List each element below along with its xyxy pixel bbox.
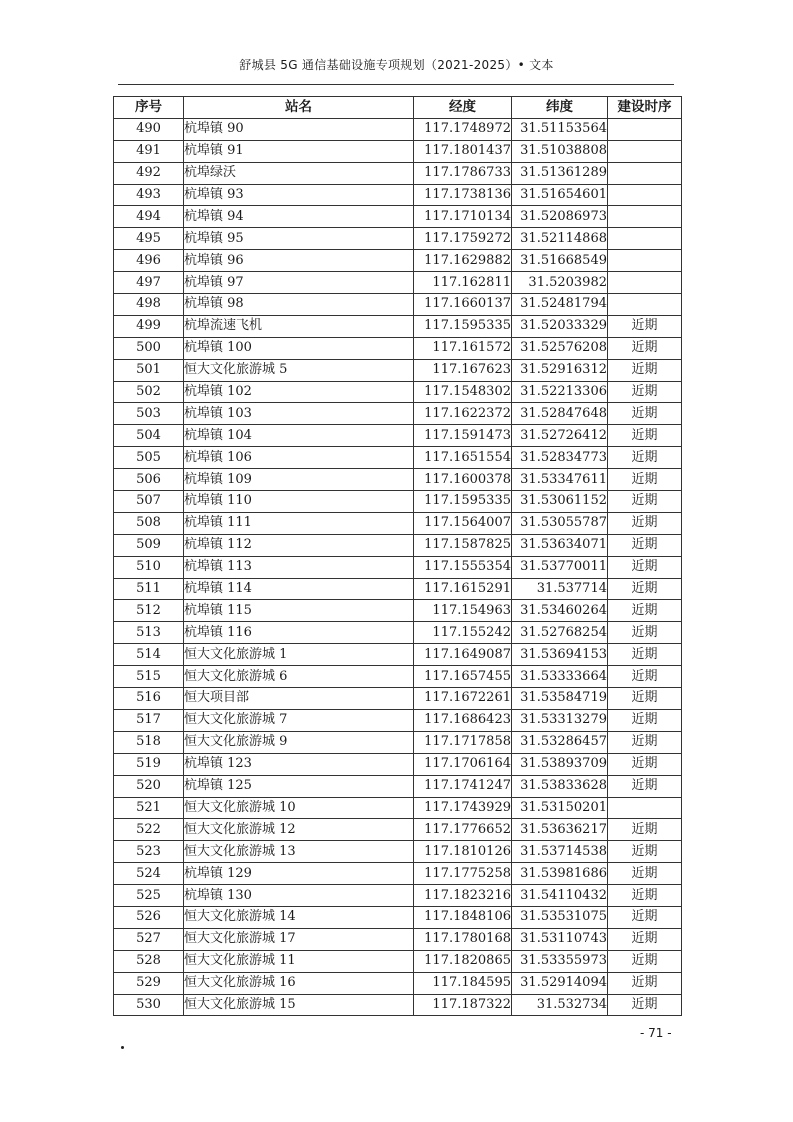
table-row bbox=[114, 337, 682, 359]
table-row bbox=[114, 885, 682, 907]
cell-site-name: 恒大文化旅游城 14 bbox=[184, 906, 414, 928]
table-row bbox=[114, 315, 682, 337]
cell-build-phase: 近期 bbox=[608, 512, 682, 534]
table-row bbox=[114, 622, 682, 644]
cell-number: 491 bbox=[114, 140, 184, 162]
cell-site-name: 杭埠镇 129 bbox=[184, 863, 414, 885]
cell-latitude: 31.53333664 bbox=[512, 666, 608, 688]
cell-build-phase bbox=[608, 294, 682, 316]
cell-build-phase bbox=[608, 118, 682, 140]
table-row bbox=[114, 688, 682, 710]
table-row bbox=[114, 140, 682, 162]
cell-number: 512 bbox=[114, 600, 184, 622]
cell-build-phase: 近期 bbox=[608, 709, 682, 731]
cell-number: 514 bbox=[114, 644, 184, 666]
table-row bbox=[114, 447, 682, 469]
cell-site-name: 恒大文化旅游城 17 bbox=[184, 928, 414, 950]
cell-latitude: 31.52916312 bbox=[512, 359, 608, 381]
cell-latitude: 31.53981686 bbox=[512, 863, 608, 885]
cell-latitude: 31.53347611 bbox=[512, 469, 608, 491]
table-row bbox=[114, 206, 682, 228]
table-row bbox=[114, 950, 682, 972]
cell-number: 528 bbox=[114, 950, 184, 972]
cell-site-name: 杭埠镇 98 bbox=[184, 294, 414, 316]
cell-number: 508 bbox=[114, 512, 184, 534]
cell-build-phase: 近期 bbox=[608, 425, 682, 447]
cell-latitude: 31.53636217 bbox=[512, 819, 608, 841]
cell-number: 505 bbox=[114, 447, 184, 469]
cell-build-phase: 近期 bbox=[608, 972, 682, 994]
cell-build-phase: 近期 bbox=[608, 885, 682, 907]
cell-build-phase: 近期 bbox=[608, 556, 682, 578]
table-row bbox=[114, 184, 682, 206]
cell-site-name: 杭埠镇 97 bbox=[184, 272, 414, 294]
cell-number: 527 bbox=[114, 928, 184, 950]
cell-number: 499 bbox=[114, 315, 184, 337]
table-row bbox=[114, 797, 682, 819]
cell-longitude: 117.1595335 bbox=[414, 491, 512, 513]
cell-site-name: 恒大文化旅游城 6 bbox=[184, 666, 414, 688]
cell-build-phase: 近期 bbox=[608, 359, 682, 381]
cell-latitude: 31.53833628 bbox=[512, 775, 608, 797]
cell-build-phase: 近期 bbox=[608, 666, 682, 688]
cell-build-phase: 近期 bbox=[608, 622, 682, 644]
cell-number: 496 bbox=[114, 250, 184, 272]
cell-longitude: 117.1672261 bbox=[414, 688, 512, 710]
cell-longitude: 117.1706164 bbox=[414, 753, 512, 775]
cell-number: 498 bbox=[114, 294, 184, 316]
cell-number: 519 bbox=[114, 753, 184, 775]
table-row bbox=[114, 491, 682, 513]
cell-build-phase: 近期 bbox=[608, 819, 682, 841]
cell-longitude: 117.1595335 bbox=[414, 315, 512, 337]
cell-longitude: 117.1600378 bbox=[414, 469, 512, 491]
cell-site-name: 恒大文化旅游城 1 bbox=[184, 644, 414, 666]
cell-number: 516 bbox=[114, 688, 184, 710]
cell-build-phase: 近期 bbox=[608, 731, 682, 753]
cell-latitude: 31.51654601 bbox=[512, 184, 608, 206]
cell-build-phase bbox=[608, 272, 682, 294]
cell-longitude: 117.1657455 bbox=[414, 666, 512, 688]
cell-site-name: 杭埠镇 110 bbox=[184, 491, 414, 513]
cell-latitude: 31.537714 bbox=[512, 578, 608, 600]
cell-number: 507 bbox=[114, 491, 184, 513]
cell-build-phase: 近期 bbox=[608, 688, 682, 710]
column-header-site-name: 站名 bbox=[184, 97, 414, 119]
cell-latitude: 31.53770011 bbox=[512, 556, 608, 578]
cell-site-name: 杭埠绿沃 bbox=[184, 162, 414, 184]
cell-latitude: 31.53634071 bbox=[512, 534, 608, 556]
cell-latitude: 31.52576208 bbox=[512, 337, 608, 359]
cell-site-name: 杭埠镇 115 bbox=[184, 600, 414, 622]
cell-longitude: 117.1564007 bbox=[414, 512, 512, 534]
cell-site-name: 杭埠镇 130 bbox=[184, 885, 414, 907]
cell-longitude: 117.1776652 bbox=[414, 819, 512, 841]
cell-latitude: 31.52914094 bbox=[512, 972, 608, 994]
cell-latitude: 31.53286457 bbox=[512, 731, 608, 753]
cell-number: 503 bbox=[114, 403, 184, 425]
cell-longitude: 117.1848106 bbox=[414, 906, 512, 928]
cell-site-name: 杭埠镇 116 bbox=[184, 622, 414, 644]
table-row bbox=[114, 841, 682, 863]
cell-site-name: 恒大文化旅游城 11 bbox=[184, 950, 414, 972]
cell-longitude: 117.1823216 bbox=[414, 885, 512, 907]
document-header-title: 舒城县 5G 通信基础设施专项规划（2021-2025）• 文本 bbox=[239, 58, 554, 72]
table-row bbox=[114, 228, 682, 250]
table-row bbox=[114, 775, 682, 797]
cell-latitude: 31.53460264 bbox=[512, 600, 608, 622]
cell-longitude: 117.1660137 bbox=[414, 294, 512, 316]
cell-number: 490 bbox=[114, 118, 184, 140]
cell-number: 522 bbox=[114, 819, 184, 841]
table-row bbox=[114, 250, 682, 272]
table-row bbox=[114, 709, 682, 731]
cell-longitude: 117.167623 bbox=[414, 359, 512, 381]
cell-latitude: 31.54110432 bbox=[512, 885, 608, 907]
cell-number: 509 bbox=[114, 534, 184, 556]
cell-latitude: 31.51153564 bbox=[512, 118, 608, 140]
table-row bbox=[114, 600, 682, 622]
cell-latitude: 31.51668549 bbox=[512, 250, 608, 272]
cell-number: 524 bbox=[114, 863, 184, 885]
cell-build-phase: 近期 bbox=[608, 994, 682, 1016]
cell-build-phase: 近期 bbox=[608, 600, 682, 622]
table-row bbox=[114, 644, 682, 666]
cell-longitude: 117.1622372 bbox=[414, 403, 512, 425]
table-row bbox=[114, 162, 682, 184]
cell-latitude: 31.532734 bbox=[512, 994, 608, 1016]
cell-latitude: 31.5203982 bbox=[512, 272, 608, 294]
cell-build-phase bbox=[608, 206, 682, 228]
cell-build-phase: 近期 bbox=[608, 447, 682, 469]
cell-number: 495 bbox=[114, 228, 184, 250]
cell-latitude: 31.53061152 bbox=[512, 491, 608, 513]
cell-latitude: 31.52481794 bbox=[512, 294, 608, 316]
cell-build-phase: 近期 bbox=[608, 403, 682, 425]
table-row bbox=[114, 425, 682, 447]
cell-number: 494 bbox=[114, 206, 184, 228]
table-row bbox=[114, 906, 682, 928]
cell-build-phase: 近期 bbox=[608, 753, 682, 775]
cell-build-phase: 近期 bbox=[608, 381, 682, 403]
cell-latitude: 31.52114868 bbox=[512, 228, 608, 250]
cell-latitude: 31.51361289 bbox=[512, 162, 608, 184]
cell-latitude: 31.52768254 bbox=[512, 622, 608, 644]
cell-longitude: 117.1649087 bbox=[414, 644, 512, 666]
cell-number: 500 bbox=[114, 337, 184, 359]
cell-longitude: 117.184595 bbox=[414, 972, 512, 994]
table-row bbox=[114, 534, 682, 556]
cell-longitude: 117.1759272 bbox=[414, 228, 512, 250]
cell-build-phase: 近期 bbox=[608, 491, 682, 513]
cell-longitude: 117.1717858 bbox=[414, 731, 512, 753]
cell-build-phase: 近期 bbox=[608, 578, 682, 600]
cell-longitude: 117.1555354 bbox=[414, 556, 512, 578]
cell-site-name: 杭埠镇 100 bbox=[184, 337, 414, 359]
cell-site-name: 恒大文化旅游城 15 bbox=[184, 994, 414, 1016]
column-header-latitude: 纬度 bbox=[512, 97, 608, 119]
cell-latitude: 31.52213306 bbox=[512, 381, 608, 403]
cell-number: 515 bbox=[114, 666, 184, 688]
cell-build-phase: 近期 bbox=[608, 644, 682, 666]
cell-number: 506 bbox=[114, 469, 184, 491]
cell-latitude: 31.52847648 bbox=[512, 403, 608, 425]
cell-build-phase bbox=[608, 228, 682, 250]
cell-build-phase bbox=[608, 250, 682, 272]
cell-longitude: 117.1775258 bbox=[414, 863, 512, 885]
cell-site-name: 杭埠镇 91 bbox=[184, 140, 414, 162]
cell-build-phase: 近期 bbox=[608, 469, 682, 491]
cell-latitude: 31.51038808 bbox=[512, 140, 608, 162]
cell-site-name: 恒大文化旅游城 12 bbox=[184, 819, 414, 841]
cell-latitude: 31.52834773 bbox=[512, 447, 608, 469]
cell-number: 493 bbox=[114, 184, 184, 206]
table-row bbox=[114, 294, 682, 316]
cell-site-name: 杭埠流速飞机 bbox=[184, 315, 414, 337]
table-row bbox=[114, 556, 682, 578]
cell-build-phase: 近期 bbox=[608, 928, 682, 950]
cell-longitude: 117.1801437 bbox=[414, 140, 512, 162]
cell-site-name: 杭埠镇 103 bbox=[184, 403, 414, 425]
cell-number: 510 bbox=[114, 556, 184, 578]
table-body bbox=[114, 118, 682, 1016]
cell-longitude: 117.1741247 bbox=[414, 775, 512, 797]
column-header-build-phase: 建设时序 bbox=[608, 97, 682, 119]
cell-number: 511 bbox=[114, 578, 184, 600]
cell-longitude: 117.1629882 bbox=[414, 250, 512, 272]
cell-site-name: 恒大项目部 bbox=[184, 688, 414, 710]
cell-site-name: 杭埠镇 94 bbox=[184, 206, 414, 228]
cell-latitude: 31.53313279 bbox=[512, 709, 608, 731]
cell-latitude: 31.53714538 bbox=[512, 841, 608, 863]
table-row bbox=[114, 819, 682, 841]
cell-number: 525 bbox=[114, 885, 184, 907]
cell-longitude: 117.1743929 bbox=[414, 797, 512, 819]
cell-build-phase bbox=[608, 162, 682, 184]
cell-site-name: 恒大文化旅游城 5 bbox=[184, 359, 414, 381]
cell-site-name: 杭埠镇 93 bbox=[184, 184, 414, 206]
cell-number: 523 bbox=[114, 841, 184, 863]
cell-build-phase: 近期 bbox=[608, 534, 682, 556]
cell-site-name: 杭埠镇 106 bbox=[184, 447, 414, 469]
cell-number: 521 bbox=[114, 797, 184, 819]
cell-site-name: 杭埠镇 125 bbox=[184, 775, 414, 797]
cell-site-name: 杭埠镇 111 bbox=[184, 512, 414, 534]
cell-number: 526 bbox=[114, 906, 184, 928]
table-row bbox=[114, 512, 682, 534]
cell-site-name: 恒大文化旅游城 7 bbox=[184, 709, 414, 731]
column-header-number: 序号 bbox=[114, 97, 184, 119]
cell-build-phase: 近期 bbox=[608, 906, 682, 928]
cell-build-phase bbox=[608, 140, 682, 162]
table-row bbox=[114, 753, 682, 775]
cell-latitude: 31.53584719 bbox=[512, 688, 608, 710]
bullet-dot bbox=[121, 1046, 124, 1049]
cell-longitude: 117.155242 bbox=[414, 622, 512, 644]
cell-build-phase: 近期 bbox=[608, 337, 682, 359]
table-row bbox=[114, 863, 682, 885]
cell-number: 513 bbox=[114, 622, 184, 644]
cell-longitude: 117.161572 bbox=[414, 337, 512, 359]
cell-build-phase: 近期 bbox=[608, 315, 682, 337]
cell-latitude: 31.52726412 bbox=[512, 425, 608, 447]
cell-number: 518 bbox=[114, 731, 184, 753]
cell-latitude: 31.53531075 bbox=[512, 906, 608, 928]
cell-longitude: 117.1591473 bbox=[414, 425, 512, 447]
cell-site-name: 恒大文化旅游城 9 bbox=[184, 731, 414, 753]
cell-build-phase: 近期 bbox=[608, 863, 682, 885]
cell-latitude: 31.52086973 bbox=[512, 206, 608, 228]
page-number: - 71 - bbox=[640, 1026, 672, 1040]
cell-longitude: 117.1748972 bbox=[414, 118, 512, 140]
cell-site-name: 杭埠镇 104 bbox=[184, 425, 414, 447]
cell-longitude: 117.1587825 bbox=[414, 534, 512, 556]
cell-number: 497 bbox=[114, 272, 184, 294]
cell-number: 520 bbox=[114, 775, 184, 797]
table-row bbox=[114, 381, 682, 403]
cell-build-phase: 近期 bbox=[608, 775, 682, 797]
cell-latitude: 31.53150201 bbox=[512, 797, 608, 819]
cell-longitude: 117.1686423 bbox=[414, 709, 512, 731]
table-header-row bbox=[114, 97, 682, 119]
table-row bbox=[114, 731, 682, 753]
column-header-longitude: 经度 bbox=[414, 97, 512, 119]
table-row bbox=[114, 666, 682, 688]
cell-site-name: 杭埠镇 96 bbox=[184, 250, 414, 272]
cell-site-name: 杭埠镇 90 bbox=[184, 118, 414, 140]
cell-longitude: 117.1710134 bbox=[414, 206, 512, 228]
cell-longitude: 117.1786733 bbox=[414, 162, 512, 184]
cell-site-name: 杭埠镇 112 bbox=[184, 534, 414, 556]
table-row bbox=[114, 118, 682, 140]
cell-site-name: 杭埠镇 102 bbox=[184, 381, 414, 403]
cell-latitude: 31.53893709 bbox=[512, 753, 608, 775]
cell-number: 504 bbox=[114, 425, 184, 447]
cell-longitude: 117.1820865 bbox=[414, 950, 512, 972]
cell-number: 492 bbox=[114, 162, 184, 184]
cell-number: 501 bbox=[114, 359, 184, 381]
cell-longitude: 117.1780168 bbox=[414, 928, 512, 950]
cell-longitude: 117.154963 bbox=[414, 600, 512, 622]
table-row bbox=[114, 578, 682, 600]
table-row bbox=[114, 469, 682, 491]
cell-latitude: 31.53055787 bbox=[512, 512, 608, 534]
header-divider bbox=[118, 84, 674, 85]
cell-number: 530 bbox=[114, 994, 184, 1016]
cell-site-name: 恒大文化旅游城 13 bbox=[184, 841, 414, 863]
cell-number: 529 bbox=[114, 972, 184, 994]
cell-longitude: 117.1651554 bbox=[414, 447, 512, 469]
cell-build-phase bbox=[608, 797, 682, 819]
table-row bbox=[114, 928, 682, 950]
cell-latitude: 31.52033329 bbox=[512, 315, 608, 337]
cell-longitude: 117.162811 bbox=[414, 272, 512, 294]
cell-longitude: 117.187322 bbox=[414, 994, 512, 1016]
cell-longitude: 117.1810126 bbox=[414, 841, 512, 863]
cell-site-name: 杭埠镇 95 bbox=[184, 228, 414, 250]
table-row bbox=[114, 994, 682, 1016]
cell-site-name: 杭埠镇 114 bbox=[184, 578, 414, 600]
cell-latitude: 31.53355973 bbox=[512, 950, 608, 972]
cell-site-name: 恒大文化旅游城 16 bbox=[184, 972, 414, 994]
cell-build-phase bbox=[608, 184, 682, 206]
table-row bbox=[114, 272, 682, 294]
cell-site-name: 杭埠镇 123 bbox=[184, 753, 414, 775]
cell-site-name: 杭埠镇 113 bbox=[184, 556, 414, 578]
table-row bbox=[114, 972, 682, 994]
cell-site-name: 杭埠镇 109 bbox=[184, 469, 414, 491]
table-row bbox=[114, 359, 682, 381]
cell-longitude: 117.1738136 bbox=[414, 184, 512, 206]
table-row bbox=[114, 403, 682, 425]
cell-number: 502 bbox=[114, 381, 184, 403]
cell-latitude: 31.53694153 bbox=[512, 644, 608, 666]
cell-latitude: 31.53110743 bbox=[512, 928, 608, 950]
cell-build-phase: 近期 bbox=[608, 950, 682, 972]
cell-number: 517 bbox=[114, 709, 184, 731]
cell-build-phase: 近期 bbox=[608, 841, 682, 863]
cell-site-name: 恒大文化旅游城 10 bbox=[184, 797, 414, 819]
site-table bbox=[113, 96, 682, 1016]
cell-longitude: 117.1615291 bbox=[414, 578, 512, 600]
cell-longitude: 117.1548302 bbox=[414, 381, 512, 403]
